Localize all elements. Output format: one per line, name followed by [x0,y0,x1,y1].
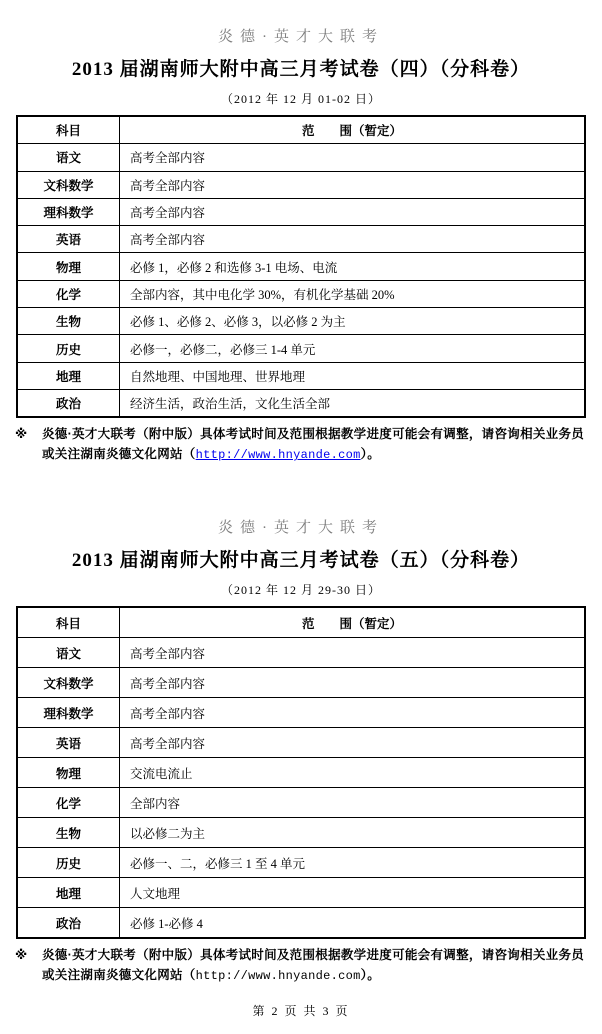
subject-cell: 文科数学 [17,668,120,698]
subject-cell: 政治 [17,908,120,939]
table-row [17,253,585,280]
brand-title: 炎德·英才大联考 [218,520,384,537]
scope-cell: 高考全部内容 [120,198,586,225]
table-row [17,335,585,362]
subject-cell: 政治 [17,389,120,417]
table-row [17,728,585,758]
scope-cell: 全部内容，其中电化学 30%，有机化学基础 20% [120,280,586,307]
table-row [17,878,585,908]
exam-date: （2012 年 12 月 29-30 日） [221,583,381,598]
scope-cell: 经济生活，政治生活，文化生活全部 [120,389,586,417]
table-row [17,818,585,848]
scope-cell: 高考全部内容 [120,698,586,728]
subject-cell: 历史 [17,848,120,878]
website-url-text: http://www.hnyande.com [195,969,361,984]
subject-cell: 化学 [17,280,120,307]
adjustment-note [0,424,602,465]
subject-cell: 文科数学 [17,171,120,198]
exam-scope-table [16,115,586,418]
scope-cell: 全部内容 [120,788,586,818]
scope-cell: 交流电流止 [120,758,586,788]
table-row [17,848,585,878]
table-header-row [17,116,585,144]
note-suffix: ）。 [360,447,380,462]
subject-cell: 英语 [17,226,120,253]
subject-cell: 语文 [17,144,120,171]
scope-cell: 高考全部内容 [120,728,586,758]
exam-section-4 [0,0,602,465]
reference-mark: ※ [15,427,28,442]
scope-cell: 必修 1，必修 2 和选修 3-1 电场、电流 [120,253,586,280]
table-row [17,308,585,335]
scope-cell: 人文地理 [120,878,586,908]
table-row [17,698,585,728]
note-text: 炎德·英才大联考（附中版）具体考试时间及范围根据教学进度可能会有调整，请咨询相关业务员或关注湖南炎德文化网站（ [42,948,585,983]
exam-date: （2012 年 12 月 01-02 日） [221,92,381,106]
reference-mark: ※ [15,948,28,963]
scope-cell: 必修 1-必修 4 [120,908,586,939]
subject-cell: 语文 [17,638,120,668]
subject-cell: 地理 [17,878,120,908]
subject-cell: 物理 [17,758,120,788]
exam-title: 2013 届湖南师大附中高三月考试卷（四）（分科卷） [71,59,531,80]
table-row [17,788,585,818]
scope-cell: 高考全部内容 [120,171,586,198]
table-row [17,668,585,698]
table-row [17,362,585,389]
table-row [17,908,585,939]
table-row [17,280,585,307]
subject-cell: 地理 [17,362,120,389]
scope-cell: 自然地理、中国地理、世界地理 [120,362,586,389]
subject-cell: 理科数学 [17,198,120,225]
exam-section-5 [0,465,602,986]
table-row [17,226,585,253]
subject-cell: 物理 [17,253,120,280]
column-header-scope: 范 围（暂定） [120,607,586,638]
column-header-scope: 范 围（暂定） [120,116,586,144]
table-row [17,389,585,417]
table-row [17,758,585,788]
brand-title: 炎德·英才大联考 [218,29,384,45]
scope-cell: 必修一、二，必修三 1 至 4 单元 [120,848,586,878]
table-header-row [17,607,585,638]
subject-cell: 化学 [17,788,120,818]
scope-cell: 高考全部内容 [120,226,586,253]
column-header-subject: 科目 [17,116,120,144]
page-number: 第 2 页 共 3 页 [252,1004,350,1018]
note-text: 炎德·英才大联考（附中版）具体考试时间及范围根据教学进度可能会有调整，请咨询相关业务员或关注湖南炎德文化网站（ [42,427,585,462]
subject-cell: 历史 [17,335,120,362]
exam-scope-table [16,606,586,939]
scope-cell: 必修一，必修二，必修三 1-4 单元 [120,335,586,362]
subject-cell: 生物 [17,308,120,335]
website-link[interactable]: http://www.hnyande.com [195,448,361,463]
subject-cell: 生物 [17,818,120,848]
scope-cell: 高考全部内容 [120,144,586,171]
table-row [17,171,585,198]
scope-cell: 必修 1、必修 2、必修 3，以必修 2 为主 [120,308,586,335]
scope-cell: 高考全部内容 [120,668,586,698]
adjustment-note [0,945,602,986]
exam-title: 2013 届湖南师大附中高三月考试卷（五）（分科卷） [71,550,531,572]
column-header-subject: 科目 [17,607,120,638]
scope-cell: 高考全部内容 [120,638,586,668]
subject-cell: 理科数学 [17,698,120,728]
table-row [17,638,585,668]
note-suffix: ）。 [360,968,380,983]
scope-cell: 以必修二为主 [120,818,586,848]
subject-cell: 英语 [17,728,120,758]
table-row [17,198,585,225]
table-row [17,144,585,171]
